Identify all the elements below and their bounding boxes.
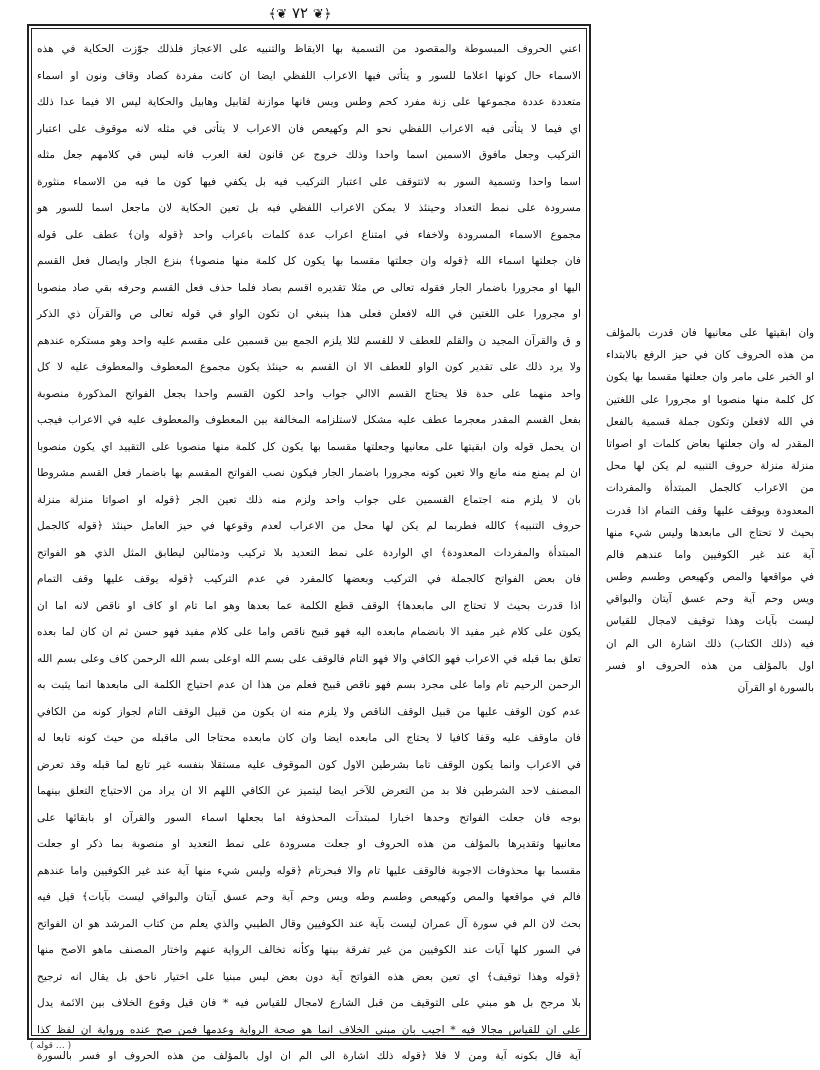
margin-line: اول بالمؤلف من هذه الحروف او فسر — [606, 659, 814, 672]
text-line: او مجرورا على اللغتين في الله لافعلن فعلى هذا ينبغي ان تكون الواو في قوله تعالى ص والقرآن ذي الذكر — [37, 308, 581, 320]
main-text-frame — [27, 24, 591, 1062]
text-line: اعني الحروف المبسوطة والمقصود من التسمية بها الايقاظ والتنبيه على الاعجاز فلذلك جوّزت الحكاية في هذه — [37, 43, 581, 55]
text-line: معانيها وتقديرها بالمؤلف من هذه الحروف او جعلت مسرودة على نمط التعديد او منصوبة بما ذكر او جعلت — [37, 838, 581, 850]
text-line: بلا مرجح بل هو مبني على التوقيف من قبل الشارع لامجال للقياس فيه * فان قيل وقوع الخلاف بين الائمة يدل — [37, 997, 581, 1009]
text-line: المصنف لاحد الشرطين فلا بد من التعرض للآخر ايضا ليتميز عن الكافي اللهم الا ان يراد من الاحتياج التعلق بينهما — [37, 785, 581, 797]
page-header — [0, 4, 600, 24]
margin-line: آية عند غير الكوفيين واما عندهم فالم — [606, 548, 814, 561]
text-line: تعلق بما قبله في الاعراب فهو الكافي والا فهو التام فالوقف على بسم الله اوعلى بسم الله الرحمن كاف وعلى بسم الله — [37, 652, 581, 665]
margin-line: فيه (ذلك الكتاب) ذلك اشارة الى الم ان — [606, 637, 814, 650]
text-line: في السور كلها آيات عند الكوفيين من غير تفرقة بينها وكأنه تخالف الرواية عنهم واختار المصنف ماهو الاصح منها — [37, 944, 581, 956]
text-line: حروف التنبيه﴾ كالله فطربما لم يكن لها محل من الاعراب لعدم وقوعها في حيز العامل حينئذ ﴿قوله كالجمل — [37, 520, 581, 532]
text-line: ان يحمل قوله وان ابقيتها على معانيها وجعلتها مقسما بها يكون كل كلمة منها منصوبا على التقييد اي يكون منصوبا — [37, 440, 581, 453]
margin-line: او الخبر على مامر وان جعلتها مقسما بها يكون — [606, 371, 814, 384]
text-line: يكون على كلام غير مفيد الا بانضمام مابعده اليه فهو قبيح ناقص واما على كلام مفيد فهو حسن ثم ان كان لما بعده — [37, 626, 581, 638]
margin-line: ليست بآيات وهذا توقيف لامجال للقياس — [606, 615, 814, 628]
text-line: اليها او مجرورا باضمار الجار فقوله تعالى ص مثلا تقديره اقسم بصاد فلما حذف فعل القسم وحرفه بقي صاد منصوبا — [37, 281, 581, 294]
margin-line: المقدر له وان جعلتها بعاض كلمات او اصواتا — [606, 437, 814, 450]
margin-line: في مواقعها والمص وكهيعص وطسم وطس — [606, 571, 814, 584]
text-line: واحد منهما على حدة فلا يحتاج القسم الاالي جواب واحد لكون القسم واحدا بجعل الفواتح المذكورة منصوبة — [37, 387, 581, 400]
margin-line: من هذه الحروف كان في حيز الرفع بالابتداء — [606, 349, 814, 362]
margin-original-text — [606, 322, 814, 699]
text-line: مجموع الاسماء المسرودة ولاخفاء في امتناع اعراب عدة كلمات باعراب واحد ﴿قوله وان﴾ عطف على قوله — [37, 228, 581, 241]
text-line: مسرودة على نمط التعداد وحينئذ لا يمكن الاعراب اللفظي فيه بل تعين الحكاية لان ماجعل اسما للسور هو — [37, 202, 581, 214]
footer-catchword: ( قوله … ) — [30, 1041, 72, 1051]
margin-line: من الاعراب كالجمل المبتدأة والمفردات — [606, 482, 814, 495]
margin-line: المعدودة ويوقف عليها وقف التمام اذا قدرت — [606, 504, 814, 517]
text-line: اذا قدرت بحيث لا تحتاج الى مابعدها﴾ الوقف قطع الكلمة عما بعدها وهو اما تام او كاف او ناقص لانه اما ان — [37, 599, 581, 612]
margin-line: بالسورة او القرآن — [737, 682, 814, 694]
margin-line: كل كلمة منها منصوبا او مجرورا على اللغتين — [606, 393, 814, 406]
margin-line: بحيث لا تحتاج الى مابعدها وليس شيء منها — [606, 526, 814, 539]
text-line: آية قال بكونه آية ومن لا فلا ﴿قوله ذلك اشارة الى الم ان اول بالمؤلف من هذه الحروف او فسر بالسورة — [37, 1050, 581, 1062]
text-line: ولا يرد ذلك على تقدير كون الواو للعطف الا ان القسم به حينئذ يكون مجموع المعطوف والمعطوف عليه لا كل — [37, 361, 581, 373]
text-line: فان ماوقف عليه وقفا كافيا لا يحتاج الى مابعده ايضا وان كان مابعده محتاجا الى ماقبله من حيث كونه تابعا له — [37, 732, 581, 744]
text-line: مقسما بها محذوفات الاجوبة فالوقف عليها تام والا فبحرتام ﴿قوله وليس شيء منها آية عند غير الكوفيين واما عندهم — [37, 864, 581, 877]
text-line: متعددة عددة مجموعها على زنة مفرد كحم وطس ويس فانها موازنة لقابيل وهابيل والحكاية ليس الا فيما عدا ذلك — [37, 96, 581, 108]
text-line: فالم في مواقعها والمص وكهيعص وطسم وطه ويس وحم آية وحم عسق آيتان والبواقي ليست بآيات﴾ قيل فيه — [37, 891, 581, 903]
text-line: فان بعض الفواتح كالجملة في التركيب وبعضها كالمفرد في عدم التركيب ﴿قوله يوقف عليها وقف التمام — [37, 573, 581, 585]
text-line: ان لم يمنع منه مانع والا تعين كونه مجرورا باضمار الجار فيكون نصب الفواتح المقسم بها باضمار فعل القسم مشروطا — [37, 467, 581, 479]
text-line: الرحمن الرحيم تام واما على مجرد بسم فهو ناقص قبيح فعلم من هذا ان عدم احتياج الكلمة الى مابعدها انما يثبت به — [37, 679, 581, 691]
text-line: بان لا يلزم منه اجتماع القسمين على جواب واحد ولزم منه ذلك تعين الجر ﴿قوله او اصواتا منزلة منزلة — [37, 493, 581, 506]
text-line: بفعل القسم المقدر معجرما عطف عليه مشكل لاستلزامه المخالفة بين المعطوف والمعطوف عليه في الاعراب فيجب — [37, 414, 581, 426]
text-line: و ق والقرآن المجيد ن والقلم للعطف لا للقسم لئلا يلزم الجمع بين قسمين على مقسم عليه واحد وهو مستكره عندهم — [37, 334, 581, 347]
text-line: اي فيما لا يتأتى فيه الاعراب اللفظي نحو الم وكهيعص فان الاعراب لا يتأتى في مثله لانه موقوف على اعتبار — [37, 122, 581, 135]
text-line: عدم كون الوقف عليها من قبيل الوقف الناقص ولا يلزم منه ان يكون من قبيل الوقف التام لجواز كونه من الكافي — [37, 705, 581, 718]
margin-line: ويس وحم آية وحم عسق آيتان والبواقي — [606, 593, 814, 606]
text-line: الاسماء حال كونها اعلاما للسور و يتأتى فيها الاعراب اللفظي ايضا ان كانت مفردة كصاد وقاف ونون او اسماء — [37, 69, 581, 82]
text-line: ﴿قوله وهذا توقيف﴾ اي تعين بعض هذه الفواتح آية دون بعض ليس مبنيا على اختيار ناحق بل يقال انه ترجيح — [37, 970, 581, 983]
margin-line: منزلة منزلة حروف التنبيه لم يكن لها محل — [606, 460, 814, 473]
text-line: التركيب وجعل مافوق الاسمين اسما واحدا وذلك خروج عن قانون لغة العرب فانه ليس في كلامهم جعل مثله — [37, 149, 581, 161]
header-ornament-left: ﴾❦ — [268, 7, 288, 22]
text-line: في الاعراب وانما يكون الوقف تاما بشرطين الاول كون الموقوف عليه مستقلا بنفسه غير تابع لما قبله وقد تعرض — [37, 758, 581, 771]
main-commentary-text — [37, 36, 581, 1070]
text-line: فان جعلتها اسماء الله ﴿قوله وان جعلتها مقسما بها يكون كل كلمة منها منصوبا﴾ بنزع الجار وايصال فعل القسم — [37, 255, 581, 267]
page-number: ٧٢ — [291, 4, 309, 22]
text-line: المبتدأة والمفردات المعدودة﴾ اي الواردة على نمط التعديد بلا تركيب ودمثالين ليطابق المثل الذي هو الفواتح — [37, 546, 581, 559]
text-line: على ان للقياس مجالا فيه * اجيب بان مبنى الخلاف انما هو صحة الرواية وعدمها فمن صح عنده ورواية ان لفظ كذا — [37, 1023, 581, 1036]
margin-line: وان ابقيتها على معانيها فان قدرت بالمؤلف — [606, 327, 814, 339]
text-line: اسما واحدا وتسمية السور به لاتتوقف على اعتبار التركيب فيه بل يكفي فيها كون ما فيه من الاسماء منثورة — [37, 175, 581, 188]
text-line: بحث لان الم في سورة آل عمران ليست بآية عند الكوفيين وقال الطيبي والذي يعلم من كتاب المرشد هو ان الفواتح — [37, 917, 581, 930]
margin-line: في الله لافعلن وتكون جملة قسمية بالفعل — [606, 415, 814, 428]
text-line: بوجه فان جعلت الفواتح وحدها اخبارا لمبتدآت المحذوفة اما بجعلها اسماء السور والقرآن او بابقائها على — [37, 811, 581, 824]
header-ornament-right: ❦﴿ — [312, 7, 332, 22]
